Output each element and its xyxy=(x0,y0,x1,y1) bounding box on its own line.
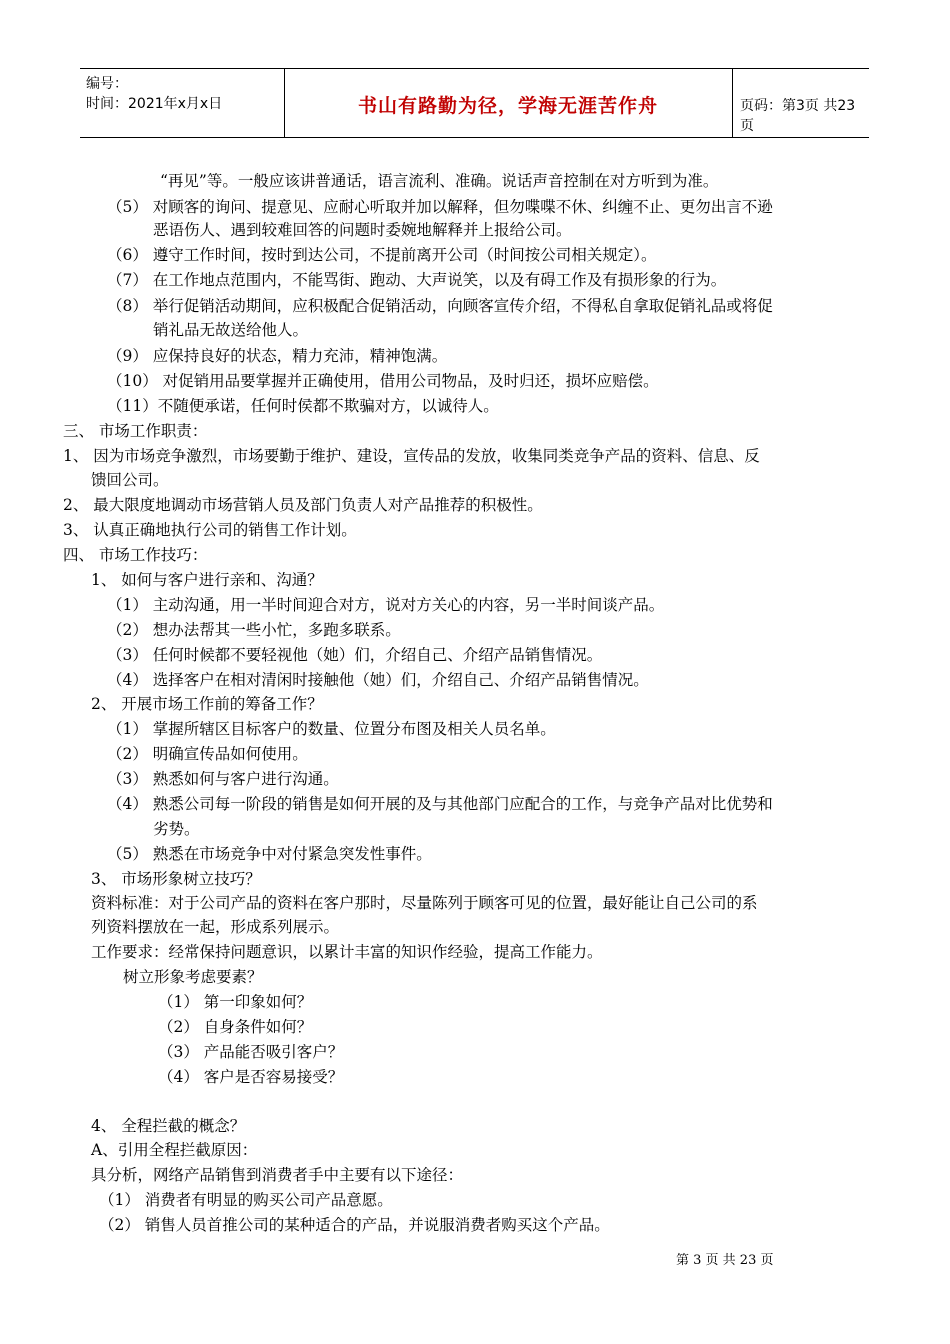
header-motto-cell xyxy=(284,69,733,137)
text-line: 恶语伤人、遇到较难回答的问题时委婉地解释并上报给公司。 xyxy=(153,221,572,239)
list-item: （8） 举行促销活动期间，应积极配合促销活动，向顾客宣传介绍，不得私自拿取促销礼品或将促 xyxy=(107,297,773,315)
list-item: （9） 应保持良好的状态，精力充沛，精神饱满。 xyxy=(107,347,448,365)
list-item: （11）不随便承诺，任何时侯都不欺骗对方，以诚待人。 xyxy=(107,397,499,415)
list-item: （1） 消费者有明显的购买公司产品意愿。 xyxy=(99,1191,393,1209)
list-item: （5） 对顾客的询问、提意见、应耐心听取并加以解释，但勿喋喋不休、纠缠不止、更勿出言不逊 xyxy=(107,198,773,216)
list-item: （4） 熟悉公司每一阶段的销售是如何开展的及与其他部门应配合的工作，与竞争产品对比优势和 xyxy=(107,795,773,813)
list-item: （6） 遵守工作时间，按时到达公司，不提前离开公司（时间按公司相关规定）。 xyxy=(107,246,657,264)
list-item: （4） 客户是否容易接受？ xyxy=(158,1068,344,1086)
text-line: 树立形象考虑要素？ xyxy=(123,968,263,986)
section-heading: 三、 市场工作职责： xyxy=(63,422,208,440)
page-label: 页码：第3页 共23页 xyxy=(740,98,856,134)
text-line: 具分析，网络产品销售到消费者手中主要有以下途径： xyxy=(91,1166,464,1184)
list-item: （1） 主动沟通，用一半时间迎合对方，说对方关心的内容，另一半时间谈产品。 xyxy=(107,596,665,614)
list-item: （1） 第一印象如何？ xyxy=(158,993,313,1011)
subsection-heading: 4、 全程拦截的概念？ xyxy=(91,1117,246,1135)
text-line: 馈回公司。 xyxy=(91,471,169,489)
page-header xyxy=(80,68,869,138)
list-item: （2） 明确宣传品如何使用。 xyxy=(107,745,308,763)
text-line: 资料标准：对于公司产品的资料在客户那时，尽量陈列于顾客可见的位置，最好能让自己公司的系 xyxy=(91,894,758,912)
text-line: 列资料摆放在一起，形成系列展示。 xyxy=(91,918,340,936)
list-item: （1） 掌握所辖区目标客户的数量、位置分布图及相关人员名单。 xyxy=(107,720,556,738)
list-item: 1、 因为市场竞争激烈，市场要勤于维护、建设，宣传品的发放，收集同类竞争产品的资料、信息、反 xyxy=(63,447,760,465)
list-item: （3） 产品能否吸引客户？ xyxy=(158,1043,344,1061)
list-item: 3、 认真正确地执行公司的销售工作计划。 xyxy=(63,521,357,539)
list-item: （7） 在工作地点范围内，不能骂街、跑动、大声说笑，以及有碍工作及有损形象的行为。 xyxy=(107,271,727,289)
page-footer: 第 3 页 共 23 页 xyxy=(676,1253,774,1268)
header-motto: 书山有路勤为径，学海无涯苦作舟 xyxy=(357,95,658,117)
section-heading: 四、 市场工作技巧： xyxy=(63,546,208,564)
list-item: （5） 熟悉在市场竞争中对付紧急突发性事件。 xyxy=(107,845,432,863)
text-line: 销礼品无故送给他人。 xyxy=(153,321,309,339)
list-item: （2） 想办法帮其一些小忙，多跑多联系。 xyxy=(107,621,401,639)
header-info-cell xyxy=(80,69,285,137)
text-line: A、引用全程拦截原因： xyxy=(91,1141,258,1159)
list-item: 2、 最大限度地调动市场营销人员及部门负责人对产品推荐的积极性。 xyxy=(63,496,543,514)
number-label: 编号： xyxy=(86,76,128,92)
header-page-cell xyxy=(732,69,869,137)
subsection-heading: 3、 市场形象树立技巧？ xyxy=(91,870,261,888)
subsection-heading: 2、 开展市场工作前的筹备工作？ xyxy=(91,695,323,713)
text-line: 工作要求：经常保持问题意识，以累计丰富的知识作经验，提高工作能力。 xyxy=(91,943,603,961)
text-line: 劣势。 xyxy=(153,820,200,838)
list-item: （4） 选择客户在相对清闲时接触他（她）们，介绍自己、介绍产品销售情况。 xyxy=(107,671,649,689)
subsection-heading: 1、 如何与客户进行亲和、沟通？ xyxy=(91,571,323,589)
list-item: （3） 熟悉如何与客户进行沟通。 xyxy=(107,770,339,788)
list-item: （3） 任何时候都不要轻视他（她）们，介绍自己、介绍产品销售情况。 xyxy=(107,646,603,664)
list-item: （10） 对促销用品要掌握并正确使用，借用公司物品，及时归还，损坏应赔偿。 xyxy=(107,372,659,390)
list-item: （2） 销售人员首推公司的某种适合的产品，并说服消费者购买这个产品。 xyxy=(99,1216,610,1234)
text-line: “再见”等。一般应该讲普通话，语言流利、准确。说话声音控制在对方听到为准。 xyxy=(160,172,719,190)
time-label: 时间：2021年x月x日 xyxy=(86,96,223,112)
list-item: （2） 自身条件如何？ xyxy=(158,1018,313,1036)
